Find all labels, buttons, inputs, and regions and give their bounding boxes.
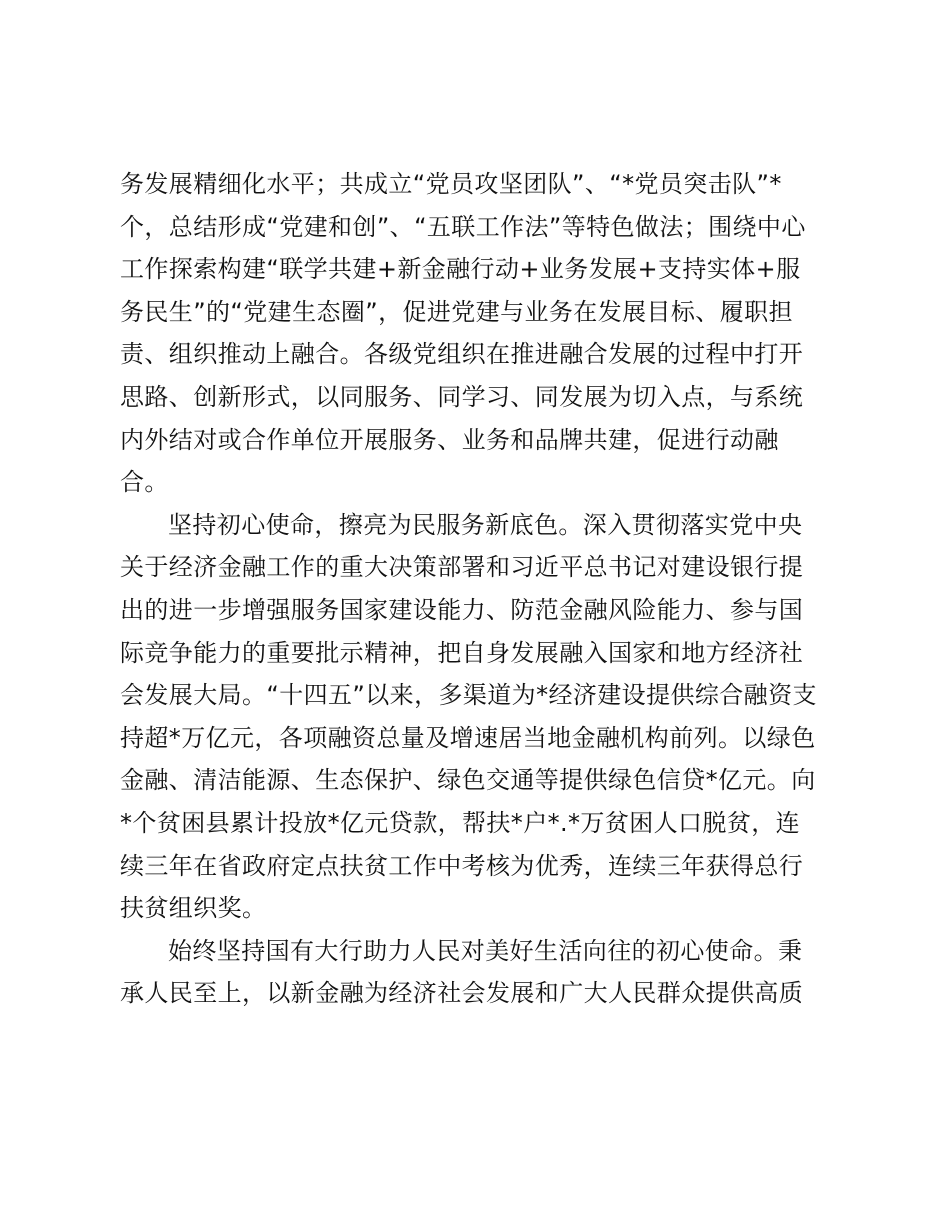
text-line: 务发展精细化水平；共成立“党员攻坚团队”、“*党员突击队”* [120, 170, 782, 198]
text-line: 承人民至上，以新金融为经济社会发展和广大人民群众提供高质 [120, 979, 804, 1008]
text-line: 持超*万亿元，各项融资总量及增速居当地金融机构前列。以绿色 [120, 723, 816, 752]
text-line: 合。 [120, 468, 169, 497]
text-line: 扶贫组织奖。 [120, 894, 267, 923]
text-line: 个，总结形成“党建和创”、“五联工作法”等特色做法；围绕中心 [120, 212, 806, 241]
text-line: 思路、创新形式，以同服务、同学习、同发展为切入点，与系统 [120, 382, 804, 411]
body-text [120, 163, 840, 1015]
text-line: 内外结对或合作单位开展服务、业务和品牌共建，促进行动融 [120, 425, 779, 454]
text-line: 工作探索构建“联学共建+新金融行动+业务发展+支持实体+服 [120, 255, 801, 284]
paragraph-start-line: 始终坚持国有大行助力人民对美好生活向往的初心使命。秉 [168, 936, 803, 965]
text-line: 金融、清洁能源、生态保护、绿色交通等提供绿色信贷*亿元。向 [120, 766, 816, 795]
text-line: 际竞争能力的重要批示精神，把自身发展融入国家和地方经济社 [120, 638, 804, 667]
text-line: 会发展大局。“十四五”以来，多渠道为*经济建设提供综合融资支 [120, 681, 817, 710]
text-line: 责、组织推动上融合。各级党组织在推进融合发展的过程中打开 [120, 340, 804, 369]
paragraph-start-line: 坚持初心使命，擦亮为民服务新底色。深入贯彻落实党中央 [168, 510, 803, 539]
text-line: 出的进一步增强服务国家建设能力、防范金融风险能力、参与国 [120, 595, 804, 624]
text-line: *个贫困县累计投放*亿元贷款，帮扶*户*.*万贫困人口脱贫，连 [120, 808, 801, 837]
text-line: 务民生”的“党建生态圈”，促进党建与业务在发展目标、履职担 [120, 297, 793, 326]
text-line: 关于经济金融工作的重大决策部署和习近平总书记对建设银行提 [120, 553, 804, 582]
text-line: 续三年在省政府定点扶贫工作中考核为优秀，连续三年获得总行 [120, 851, 804, 880]
